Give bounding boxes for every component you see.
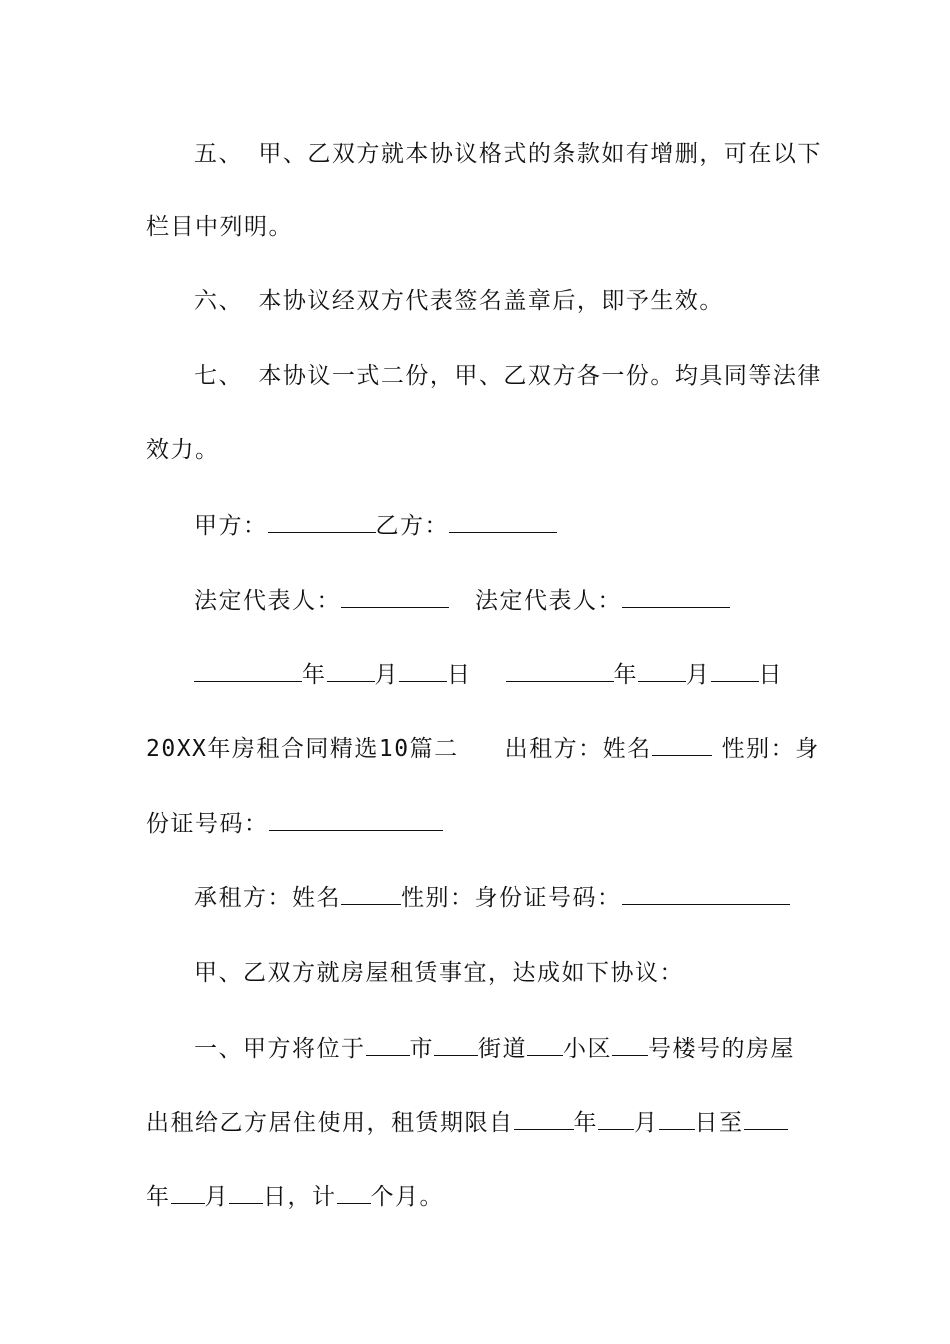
lease-start-year-label: 年 xyxy=(573,1110,598,1136)
lessee-gender-id-label: 性别：身份证号码： xyxy=(401,885,622,911)
clause-five-line-2 xyxy=(146,211,293,243)
legal-rep-a-label: 法定代表人： xyxy=(194,588,341,614)
lease-term-text: 出租给乙方居住使用，租赁期限自 xyxy=(146,1110,514,1136)
lessor-name-blank[interactable] xyxy=(652,733,712,756)
area-blank[interactable] xyxy=(527,1033,563,1056)
lease-months-blank[interactable] xyxy=(337,1181,371,1204)
signature-parties-line xyxy=(194,510,557,542)
clause-seven-text-cont: 效力。 xyxy=(146,437,220,463)
street-blank[interactable] xyxy=(434,1033,478,1056)
lessee-line xyxy=(194,882,790,914)
lessor-id-label: 份证号码： xyxy=(146,811,269,837)
building-blank[interactable] xyxy=(612,1033,648,1056)
agreement-intro: 甲、乙双方就房屋租赁事宜，达成如下协议： xyxy=(194,960,684,986)
clause-five-line-1 xyxy=(194,138,822,170)
clause-five-text: 五、 甲、乙双方就本协议格式的条款如有增删，可在以下 xyxy=(194,141,822,167)
lease-start-day-blank[interactable] xyxy=(659,1107,695,1130)
area-label: 小区 xyxy=(563,1036,612,1062)
date-b-year-blank[interactable] xyxy=(506,659,614,682)
clause-one-line-1 xyxy=(194,1033,795,1065)
city-blank[interactable] xyxy=(366,1033,410,1056)
lease-end-month-label: 月 xyxy=(204,1184,229,1210)
lessee-name-label: 承租方：姓名 xyxy=(194,885,341,911)
agreement-intro-line xyxy=(194,957,684,989)
clause-one-text: 一、甲方将位于 xyxy=(194,1036,366,1062)
clause-seven-text: 七、 本协议一式二份，甲、乙双方各一份。均具同等法律 xyxy=(194,363,822,389)
contract-heading-line xyxy=(146,733,820,765)
party-b-label: 乙方： xyxy=(375,513,449,539)
party-a-blank[interactable] xyxy=(268,510,376,533)
date-b-day-label: 日 xyxy=(758,662,783,688)
date-b-day-blank[interactable] xyxy=(711,659,759,682)
lessor-gender-label: 性别：身 xyxy=(721,736,820,762)
lease-end-year-blank[interactable] xyxy=(744,1107,788,1130)
legal-rep-b-blank[interactable] xyxy=(622,585,730,608)
clause-one-line-2 xyxy=(146,1107,788,1139)
lessee-name-blank[interactable] xyxy=(341,882,401,905)
clause-five-text-cont: 栏目中列明。 xyxy=(146,214,293,240)
clause-one-line-3 xyxy=(146,1181,444,1213)
building-label: 号楼号的房屋 xyxy=(648,1036,795,1062)
lessee-id-blank[interactable] xyxy=(622,882,790,905)
clause-seven-line-1 xyxy=(194,360,822,392)
date-a-month-label: 月 xyxy=(374,662,399,688)
clause-seven-line-2 xyxy=(146,434,220,466)
clause-six-text: 六、 本协议经双方代表签名盖章后，即予生效。 xyxy=(194,288,724,314)
lessor-id-line xyxy=(146,808,443,840)
date-b-month-blank[interactable] xyxy=(638,659,686,682)
clause-six-line xyxy=(194,285,724,317)
lease-end-month-blank[interactable] xyxy=(171,1181,205,1204)
contract-heading: 20XX年房租合同精选10篇二 xyxy=(146,736,459,762)
lease-end-day-label: 日，计 xyxy=(263,1184,337,1210)
signature-date-line xyxy=(194,659,783,691)
lessor-name-label: 出租方：姓名 xyxy=(504,736,652,762)
date-a-year-label: 年 xyxy=(302,662,327,688)
date-b-year-label: 年 xyxy=(613,662,638,688)
date-a-day-blank[interactable] xyxy=(399,659,447,682)
party-b-blank[interactable] xyxy=(449,510,557,533)
date-a-year-blank[interactable] xyxy=(194,659,302,682)
street-label: 街道 xyxy=(478,1036,527,1062)
date-b-month-label: 月 xyxy=(686,662,711,688)
lease-months-label: 个月。 xyxy=(370,1184,444,1210)
lease-end-year-label: 年 xyxy=(146,1184,171,1210)
lease-start-year-blank[interactable] xyxy=(514,1107,574,1130)
date-a-month-blank[interactable] xyxy=(327,659,375,682)
lease-start-month-blank[interactable] xyxy=(598,1107,634,1130)
lease-start-day-label: 日至 xyxy=(694,1110,744,1136)
date-a-day-label: 日 xyxy=(447,662,472,688)
lease-start-month-label: 月 xyxy=(634,1110,659,1136)
city-label: 市 xyxy=(409,1036,434,1062)
lessor-id-blank[interactable] xyxy=(269,808,443,831)
party-a-label: 甲方： xyxy=(194,513,268,539)
lease-end-day-blank[interactable] xyxy=(229,1181,263,1204)
legal-rep-b-label: 法定代表人： xyxy=(475,588,622,614)
legal-rep-line xyxy=(194,585,730,617)
legal-rep-a-blank[interactable] xyxy=(341,585,449,608)
